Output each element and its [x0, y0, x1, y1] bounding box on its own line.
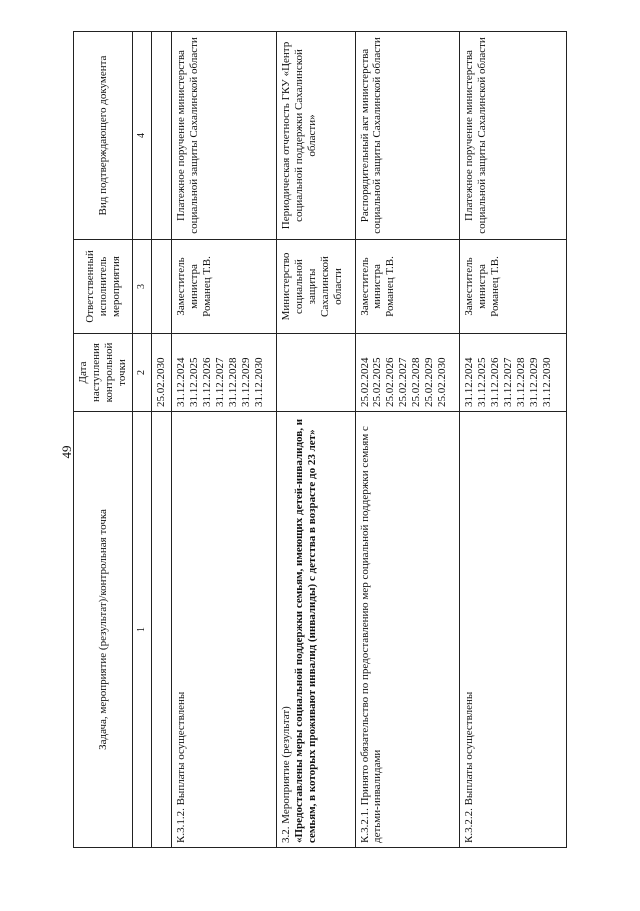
task-prefix: 3.2. Мероприятие (результат) — [279, 706, 292, 843]
document-cell — [152, 32, 172, 240]
table-row — [152, 32, 172, 848]
column-number-row — [133, 32, 152, 848]
responsible-cell: Заместитель министра Романец Т.В. — [355, 240, 460, 334]
column-number: 4 — [133, 32, 152, 240]
table-row — [172, 32, 277, 848]
task-title-bold: «Предоставлены меры социальной поддержки семьям, имеющих детей-инвалидов, и семьям, в которых проживают инвалид (инвалиды) с детства в возрасте до 23 лет» — [292, 418, 318, 843]
task-cell: К.3.2.1. Принято обязательство по предоставлению мер социальной поддержки семьям с детьми-инвалидами — [355, 412, 460, 848]
column-number: 1 — [133, 412, 152, 848]
responsible-cell: Министерство социальной защиты Сахалинской области — [276, 240, 355, 334]
document-cell: Платежное поручение министерства социальной защиты Сахалинской области — [172, 32, 277, 240]
task-cell — [276, 412, 355, 848]
document-cell: Платежное поручение министерства социальной защиты Сахалинской области — [460, 32, 567, 240]
table-row — [276, 32, 355, 848]
task-cell — [152, 412, 172, 848]
header-responsible: Ответственный исполнитель мероприятия — [74, 240, 133, 334]
page-number: 49 — [59, 445, 74, 459]
document-cell: Распорядительный акт министерства социальной защиты Сахалинской области — [355, 32, 460, 240]
responsible-cell: Заместитель министра Романец Т.В. — [172, 240, 277, 334]
column-number: 2 — [133, 334, 152, 412]
responsible-cell: Заместитель министра Романец Т.В. — [460, 240, 567, 334]
date-cell: 31.12.2024 31.12.2025 31.12.2026 31.12.2027 31.12.2028 31.12.2029 31.12.2030 — [172, 334, 277, 412]
date-cell — [276, 334, 355, 412]
date-cell: 31.12.2024 31.12.2025 31.12.2026 31.12.2027 31.12.2028 31.12.2029 31.12.2030 — [460, 334, 567, 412]
document-cell: Периодическая отчетность ГКУ «Центр социальной поддержки Сахалинской области» — [276, 32, 355, 240]
responsible-cell — [152, 240, 172, 334]
table-row — [355, 32, 460, 848]
header-task: Задача, мероприятие (результат)/контрольная точка — [74, 412, 133, 848]
header-date: Дата наступления контрольной точки — [74, 334, 133, 412]
task-cell: К.3.1.2. Выплаты осуществлены — [172, 412, 277, 848]
date-cell: 25.02.2030 — [152, 334, 172, 412]
header-document: Вид подтверждающего документа — [74, 32, 133, 240]
task-cell: К.3.2.2. Выплаты осуществлены — [460, 412, 567, 848]
date-cell: 25.02.2024 25.02.2025 25.02.2026 25.02.2027 25.02.2028 25.02.2029 25.02.2030 — [355, 334, 460, 412]
rotated-table-wrapper — [73, 32, 567, 848]
control-points-table — [73, 31, 567, 848]
column-number: 3 — [133, 240, 152, 334]
table-row — [460, 32, 567, 848]
table-header-row — [74, 32, 133, 848]
